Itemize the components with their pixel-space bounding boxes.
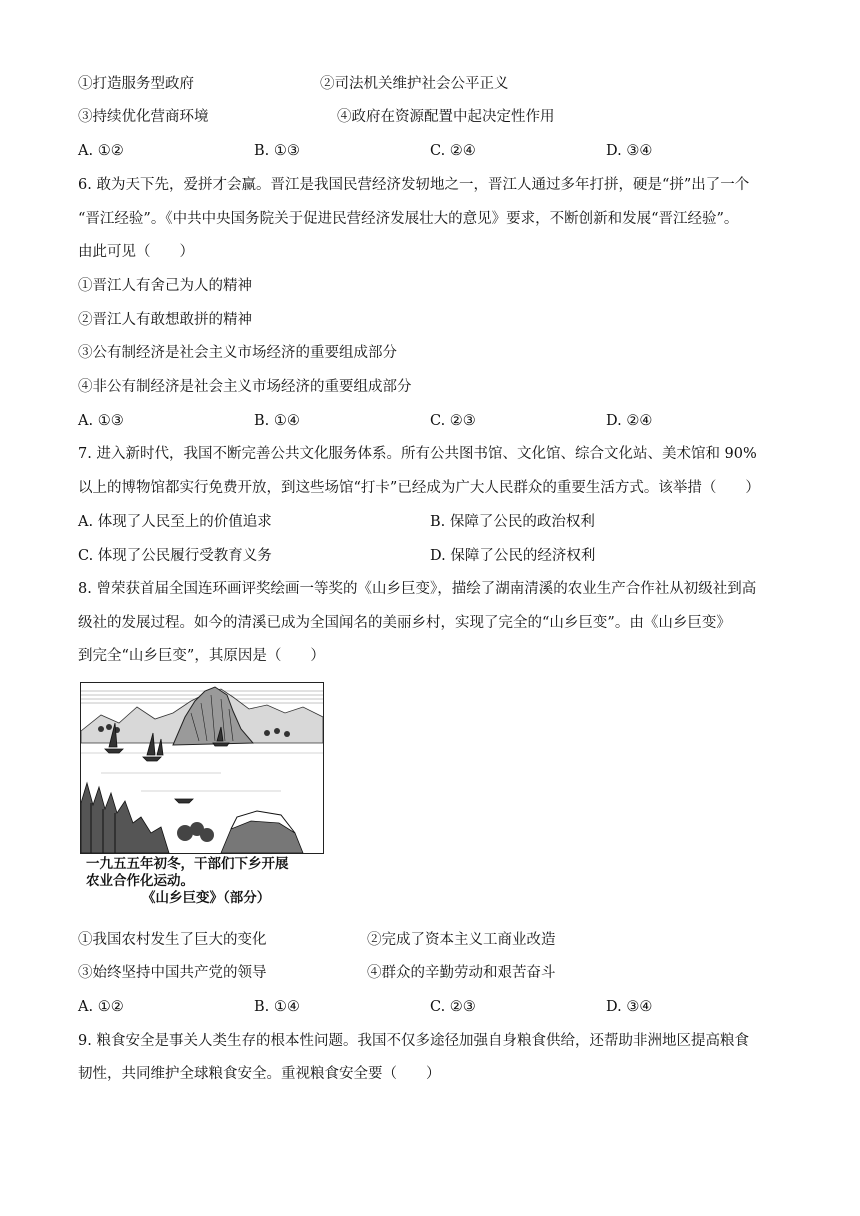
q6-choice-d: D. ②④ (606, 413, 653, 429)
q6-stem-line-1: 6. 敢为天下先，爱拼才会赢。晋江是我国民营经济发轫地之一，晋江人通过多年打拼，硬是“拼”出了一个 (78, 177, 750, 193)
q8-option-3: ③始终坚持中国共产党的领导 (78, 965, 267, 981)
q6-stem-line-3: 由此可见（ ） (78, 244, 194, 260)
q7-stem-line-2: 以上的博物馆都实行免费开放，到这些场馆“打卡”已经成为广大人民群众的重要生活方式。该举措（ ） (78, 480, 760, 496)
q5-choice-a: A. ①② (78, 143, 124, 159)
q6-choice-a: A. ①③ (78, 413, 124, 429)
q8-option-2: ②完成了资本主义工商业改造 (367, 932, 556, 948)
q6-option-3: ③公有制经济是社会主义市场经济的重要组成部分 (78, 345, 397, 361)
q5-choice-c: C. ②④ (430, 143, 476, 159)
q8-choice-a: A. ①② (78, 999, 124, 1015)
q8-choice-c: C. ②③ (430, 999, 476, 1015)
q8-option-1: ①我国农村发生了巨大的变化 (78, 932, 267, 948)
q7-stem-line-1: 7. 进入新时代，我国不断完善公共文化服务体系。所有公共图书馆、文化馆、综合文化站、美术馆和 90% (78, 446, 757, 462)
q6-option-2: ②晋江人有敢想敢拼的精神 (78, 312, 252, 328)
q6-choice-b: B. ①④ (254, 413, 300, 429)
q5-choice-b: B. ①③ (254, 143, 300, 159)
comic-illustration-drawing (81, 683, 323, 853)
figure-caption (86, 856, 289, 890)
q7-choice-c: C. 体现了公民履行受教育义务 (78, 548, 272, 564)
comic-figure (80, 682, 324, 910)
q9-stem-line-2: 韧性，共同维护全球粮食安全。重视粮食安全要（ ） (78, 1066, 441, 1082)
figure-title: 《山乡巨变》（部分） (142, 890, 271, 906)
q5-option-2: ②司法机关维护社会公平正义 (320, 76, 509, 92)
q7-choice-d: D. 保障了公民的经济权利 (430, 548, 596, 564)
figure-caption-line-2: 农业合作化运动。 (86, 873, 194, 889)
q5-option-4: ④政府在资源配置中起决定性作用 (337, 109, 555, 125)
q9-stem-line-1: 9. 粮食安全是事关人类生存的根本性问题。我国不仅多途径加强自身粮食供给，还帮助非洲地区提高粮食 (78, 1033, 749, 1049)
q6-stem-line-2: “晋江经验”。《中共中央国务院关于促进民营经济发展壮大的意见》要求，不断创新和发展“晋江经验”。 (78, 211, 739, 227)
q6-choice-c: C. ②③ (430, 413, 476, 429)
comic-illustration (80, 682, 324, 854)
q8-option-4: ④群众的辛勤劳动和艰苦奋斗 (367, 965, 556, 981)
q5-choice-d: D. ③④ (606, 143, 653, 159)
figure-caption-line-1: 一九五五年初冬，干部们下乡开展 (86, 856, 289, 872)
q8-stem-line-2: 级社的发展过程。如今的清溪已成为全国闻名的美丽乡村，实现了完全的“山乡巨变”。由《山乡巨变》 (78, 615, 731, 631)
q8-choice-b: B. ①④ (254, 999, 300, 1015)
q6-option-1: ①晋江人有舍己为人的精神 (78, 278, 252, 294)
q8-choice-d: D. ③④ (606, 999, 653, 1015)
q5-option-1: ①打造服务型政府 (78, 76, 194, 92)
q7-choice-b: B. 保障了公民的政治权利 (430, 514, 595, 530)
q8-stem-line-3: 到完全“山乡巨变”，其原因是（ ） (78, 648, 325, 664)
q6-option-4: ④非公有制经济是社会主义市场经济的重要组成部分 (78, 379, 412, 395)
q8-stem-line-1: 8. 曾荣获首届全国连环画评奖绘画一等奖的《山乡巨变》，描绘了湖南清溪的农业生产合作社从初级社到高 (78, 581, 757, 597)
q5-option-3: ③持续优化营商环境 (78, 109, 209, 125)
q7-choice-a: A. 体现了人民至上的价值追求 (78, 514, 272, 530)
